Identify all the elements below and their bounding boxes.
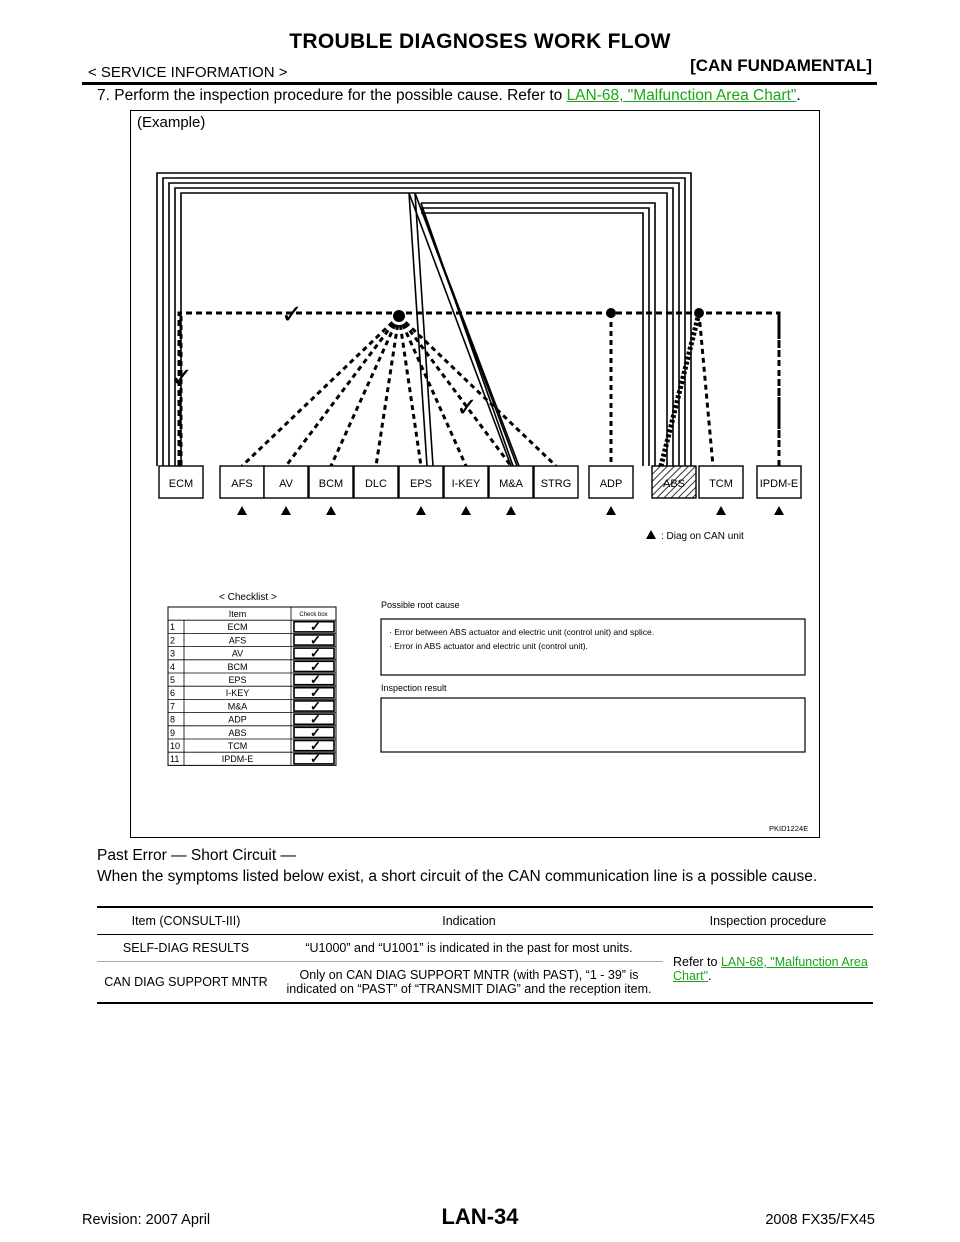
row-procedure: Refer to LAN-68, "Malfunction Area Chart". xyxy=(663,935,873,1004)
example-figure xyxy=(130,110,820,838)
row-item: SELF-DIAG RESULTS xyxy=(97,935,275,962)
checklist-item: M&A xyxy=(227,701,248,712)
step-tail: . xyxy=(796,87,801,104)
checklist-no: 2 xyxy=(170,635,176,646)
splice-point xyxy=(393,310,405,322)
branch-line xyxy=(399,316,421,466)
checklist-item: ECM xyxy=(227,622,248,633)
checklist-item: BCM xyxy=(227,661,248,672)
unit-ipdm-e xyxy=(757,466,801,498)
unit-label: IPDM-E xyxy=(759,478,799,490)
branch-line xyxy=(376,316,399,466)
checklist-header-item: Item xyxy=(228,609,247,619)
diag-triangle-icon xyxy=(461,506,471,515)
check-icon: ✓ xyxy=(310,645,321,661)
check-icon: ✓ xyxy=(310,751,321,767)
diag-triangle-icon xyxy=(506,506,516,515)
unit-label: AV xyxy=(279,478,293,490)
svg-text:✓: ✓ xyxy=(171,362,193,392)
unit-label: BCM xyxy=(318,478,344,490)
checklist-no: 1 xyxy=(170,622,176,633)
check-icon: ✓ xyxy=(310,619,321,635)
section-tag: [CAN FUNDAMENTAL] xyxy=(690,56,872,75)
diag-triangles xyxy=(237,506,784,515)
unit-abs xyxy=(652,466,696,498)
row-indication: “U1000” and “U1001” is indicated in the past for most units. xyxy=(275,935,663,962)
unit-label: I-KEY xyxy=(451,478,481,490)
revision: Revision: 2007 April xyxy=(82,1212,211,1228)
th-item: Item (CONSULT-III) xyxy=(97,907,275,935)
table-row xyxy=(97,935,873,962)
unit-label: ADP xyxy=(599,478,623,490)
breadcrumb: < SERVICE INFORMATION > xyxy=(88,64,288,81)
unit-ecm xyxy=(159,466,203,498)
checklist-item: I-KEY xyxy=(225,688,250,699)
unit-tcm xyxy=(699,466,743,498)
figure-code: PKID1224E xyxy=(769,824,809,833)
unit-label: DLC xyxy=(364,478,388,490)
checklist-table xyxy=(168,607,336,766)
step-text: 7. Perform the inspection procedure for the possible cause. Refer to xyxy=(97,87,567,104)
unit-strg xyxy=(534,466,578,498)
th-procedure: Inspection procedure xyxy=(663,907,873,935)
checklist-no: 3 xyxy=(170,648,176,659)
splice-point-adp xyxy=(606,308,616,318)
legend-text: : Diag on CAN unit xyxy=(661,531,744,542)
branch-line xyxy=(242,316,399,466)
page-title: TROUBLE DIAGNOSES WORK FLOW xyxy=(289,30,671,53)
svg-text:✓: ✓ xyxy=(456,392,478,422)
unit-bcm xyxy=(309,466,353,498)
checklist-item: ADP xyxy=(228,714,247,725)
check-icon: ✓ xyxy=(310,672,321,687)
checklist-no: 5 xyxy=(170,675,176,685)
unit-i-key xyxy=(444,466,488,498)
check-icon: ✓ xyxy=(310,632,321,648)
check-icon: ✓ xyxy=(310,711,321,727)
splice-point-abs xyxy=(694,308,704,318)
can-bus xyxy=(179,313,779,466)
step-7 xyxy=(97,87,801,105)
diag-triangle-icon xyxy=(416,506,426,515)
check-icon: ✓ xyxy=(310,658,321,674)
symptom-table xyxy=(97,906,873,1004)
checklist-item: AV xyxy=(231,648,244,659)
unit-dlc xyxy=(354,466,398,498)
checklist-header-check: Check box xyxy=(299,612,328,618)
unit-eps xyxy=(399,466,443,498)
checklist-title: < Checklist > xyxy=(219,592,277,603)
unit-av xyxy=(264,466,308,498)
unit-label: ECM xyxy=(168,478,194,490)
diag-triangle-icon xyxy=(326,506,336,515)
header-rule xyxy=(82,82,877,85)
cause-2: · Error in ABS actuator and electric unit (control unit). xyxy=(389,641,588,651)
section-intro: When the symptoms listed below exist, a short circuit of the CAN communication line is a possible cause. xyxy=(97,868,818,885)
checklist-no: 4 xyxy=(170,661,176,672)
diag-triangle-icon xyxy=(237,506,247,515)
unit-afs xyxy=(220,466,264,498)
model: 2008 FX35/FX45 xyxy=(765,1212,875,1228)
diag-triangle-icon xyxy=(774,506,784,515)
check-icon: ✓ xyxy=(310,685,321,701)
th-indication: Indication xyxy=(275,907,663,935)
unit-label: STRG xyxy=(540,478,572,490)
check-icon: ✓ xyxy=(310,738,321,753)
diag-triangle-icon xyxy=(716,506,726,515)
checklist-no: 8 xyxy=(170,714,176,725)
unit-adp xyxy=(589,466,633,498)
page-number: LAN-34 xyxy=(441,1204,519,1229)
checklist-item: EPS xyxy=(228,675,247,685)
checklist-item: IPDM-E xyxy=(221,754,254,765)
svg-text:✓: ✓ xyxy=(281,299,303,329)
tcm-branch xyxy=(699,313,713,466)
cause-1: · Error between ABS actuator and electric unit (control unit) and splice. xyxy=(389,627,655,637)
check-icon: ✓ xyxy=(310,698,321,714)
checklist-item: AFS xyxy=(228,635,247,646)
can-branches xyxy=(181,313,779,466)
checklist-no: 11 xyxy=(170,754,180,765)
section-title: Past Error — Short Circuit — xyxy=(97,847,296,864)
checklist-item: ABS xyxy=(228,727,247,738)
procedure-link[interactable]: LAN-68, "Malfunction Area Chart" xyxy=(673,954,868,983)
unit-label: M&A xyxy=(499,478,523,490)
unit-label: ABS xyxy=(662,478,686,490)
legend-triangle-icon xyxy=(646,530,656,539)
diag-triangle-icon xyxy=(606,506,616,515)
row-indication: Only on CAN DIAG SUPPORT MNTR (with PAST), “1 - 39” is indicated on “PAST” of “TRANSMIT DIAG” and the reception item. xyxy=(275,962,663,1004)
checklist-no: 7 xyxy=(170,701,176,712)
unit-label: AFS xyxy=(231,478,253,490)
checklist-no: 6 xyxy=(170,688,176,699)
example-label: (Example) xyxy=(137,114,206,131)
unit-label: EPS xyxy=(409,478,433,490)
checklist-no: 9 xyxy=(170,727,176,738)
inspection-result-box xyxy=(381,698,805,752)
unit-m-a xyxy=(489,466,533,498)
can-diagram xyxy=(131,111,819,837)
row-item: CAN DIAG SUPPORT MNTR xyxy=(97,962,275,1004)
possible-root-cause-label: Possible root cause xyxy=(381,600,460,610)
malfunction-chart-link[interactable]: LAN-68, "Malfunction Area Chart" xyxy=(566,87,797,104)
check-icon: ✓ xyxy=(310,724,321,740)
checklist-no: 10 xyxy=(170,741,181,751)
checklist-item: TCM xyxy=(227,741,248,751)
unit-label: TCM xyxy=(709,478,733,490)
unit-boxes xyxy=(159,466,801,498)
inspection-result-label: Inspection result xyxy=(381,683,447,693)
diag-triangle-icon xyxy=(281,506,291,515)
